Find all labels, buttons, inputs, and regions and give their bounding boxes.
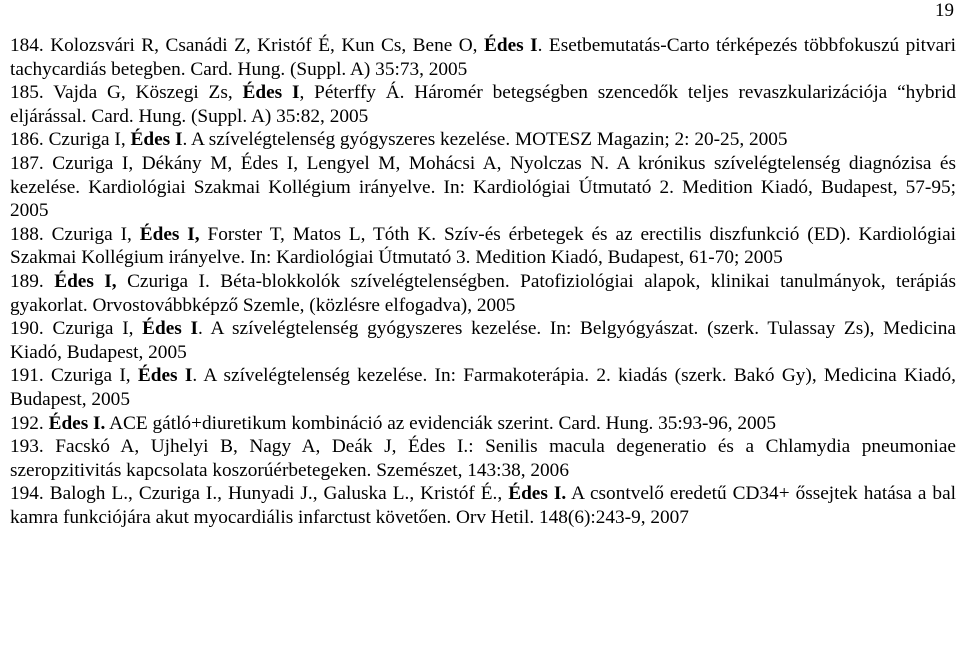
reference-text: A csontvelő eredetű CD34+ őssejtek hatása a bal kamra funkciójára akut myocardiális infarctust követően. Orv Hetil. 148(6):243-9, 2007 [10, 483, 956, 528]
reference-entry [10, 223, 956, 270]
reference-text: . A szívelégtelenség gyógyszeres kezelése. MOTESZ Magazin; 2: 20-25, 2005 [182, 129, 788, 151]
reference-entry [10, 81, 956, 128]
reference-text: Czuriga I, [43, 223, 140, 245]
reference-number: 186. [10, 129, 44, 151]
reference-text: Kolozsvári R, Csanádi Z, Kristóf É, Kun Cs, Bene O, [43, 35, 484, 56]
reference-number: 184. [10, 35, 44, 56]
page-number: 19 [935, 0, 954, 21]
reference-text: Czuriga I. Béta-blokkolók szívelégtelenségben. Patofiziológiai alapok, klinikai tanulmányok, terápiás gyakorlat. Orvostovábbképző Szemle, (közlésre elfogadva), 2005 [10, 270, 956, 316]
reference-number: 194. [10, 483, 44, 505]
reference-list [10, 34, 956, 529]
reference-text [44, 271, 54, 292]
reference-number: 190. [10, 318, 44, 340]
reference-entry [10, 412, 956, 436]
reference-number: 185. [10, 82, 44, 104]
reference-author-highlight: Édes I, [139, 223, 200, 245]
reference-number: 192. [10, 412, 44, 434]
reference-entry [10, 270, 956, 317]
reference-author-highlight: Édes I [130, 129, 183, 151]
reference-number: 187. [10, 152, 44, 174]
reference-author-highlight: Édes I [137, 365, 193, 387]
reference-entry [10, 128, 956, 152]
reference-entry [10, 482, 956, 529]
reference-author-highlight: Édes I. [48, 412, 106, 434]
reference-author-highlight: Édes I [242, 82, 300, 104]
reference-text: Facskó A, Ujhelyi B, Nagy A, Deák J, Édes I.: Senilis macula degeneratio és a Chlamydia pneumoniae szeropzitivitás kapcsolata koszorúérbetegeken. Szemészet, 143:38, 2006 [10, 436, 956, 481]
reference-author-highlight: Édes I [483, 35, 538, 56]
reference-text: Forster T, Matos L, Tóth K. Szív-és érbetegek és az erectilis diszfunkció (ED). Kardiológiai Szakmai Kollégium irányelve. In: Kardiológiai Útmutató 3. Medition Kiadó, Budapest, 61-70; 2005 [10, 223, 956, 269]
reference-text: . A szívelégtelenség kezelése. In: Farmakoterápia. 2. kiadás (szerk. Bakó Gy), Medicina Kiadó, Budapest, 2005 [10, 365, 956, 410]
reference-text: Vajda G, Köszegi Zs, [43, 82, 243, 104]
reference-entry [10, 34, 956, 81]
reference-text: Czuriga I, [43, 318, 143, 340]
reference-number: 189. [10, 270, 44, 292]
reference-text: Czuriga I, Dékány M, Édes I, Lengyel M, Mohácsi A, Nyolczas N. A krónikus szívelégtelenség diagnózisa és kezelése. Kardiológiai Szakmai Kollégium irányelve. In: Kardiológiai Útmutató 2. Medition Kiadó, Budapest, 57-95; 2005 [10, 152, 956, 222]
reference-author-highlight: Édes I, [54, 270, 117, 292]
reference-author-highlight: Édes I [142, 318, 199, 340]
reference-text: . A szívelégtelenség gyógyszeres kezelése. In: Belgyógyászat. (szerk. Tulassay Zs), Medicina Kiadó, Budapest, 2005 [10, 318, 956, 363]
reference-number: 193. [10, 436, 44, 458]
reference-text: Czuriga I, [43, 129, 131, 151]
reference-entry [10, 152, 956, 223]
reference-author-highlight: Édes I. [508, 483, 567, 505]
reference-number: 188. [10, 223, 44, 245]
reference-text: Balogh L., Czuriga I., Hunyadi J., Galuska L., Kristóf É., [43, 483, 509, 505]
reference-text: , Péterffy Á. Háromér betegségben szencedők teljes revaszkularizációja “hybrid eljárással. Card. Hung. (Suppl. A) 35:82, 2005 [10, 82, 956, 127]
reference-entry [10, 317, 956, 364]
reference-text: Czuriga I, [43, 365, 138, 387]
reference-text: ACE gátló+diuretikum kombináció az evidenciák szerint. Card. Hung. 35:93-96, 2005 [105, 412, 776, 434]
reference-entry [10, 435, 956, 482]
reference-text: . Esetbemutatás-Carto térképezés többfokuszú pitvari tachycardiás betegben. Card. Hung. (Suppl. A) 35:73, 2005 [10, 35, 956, 80]
reference-entry [10, 364, 956, 411]
reference-number: 191. [10, 365, 44, 387]
